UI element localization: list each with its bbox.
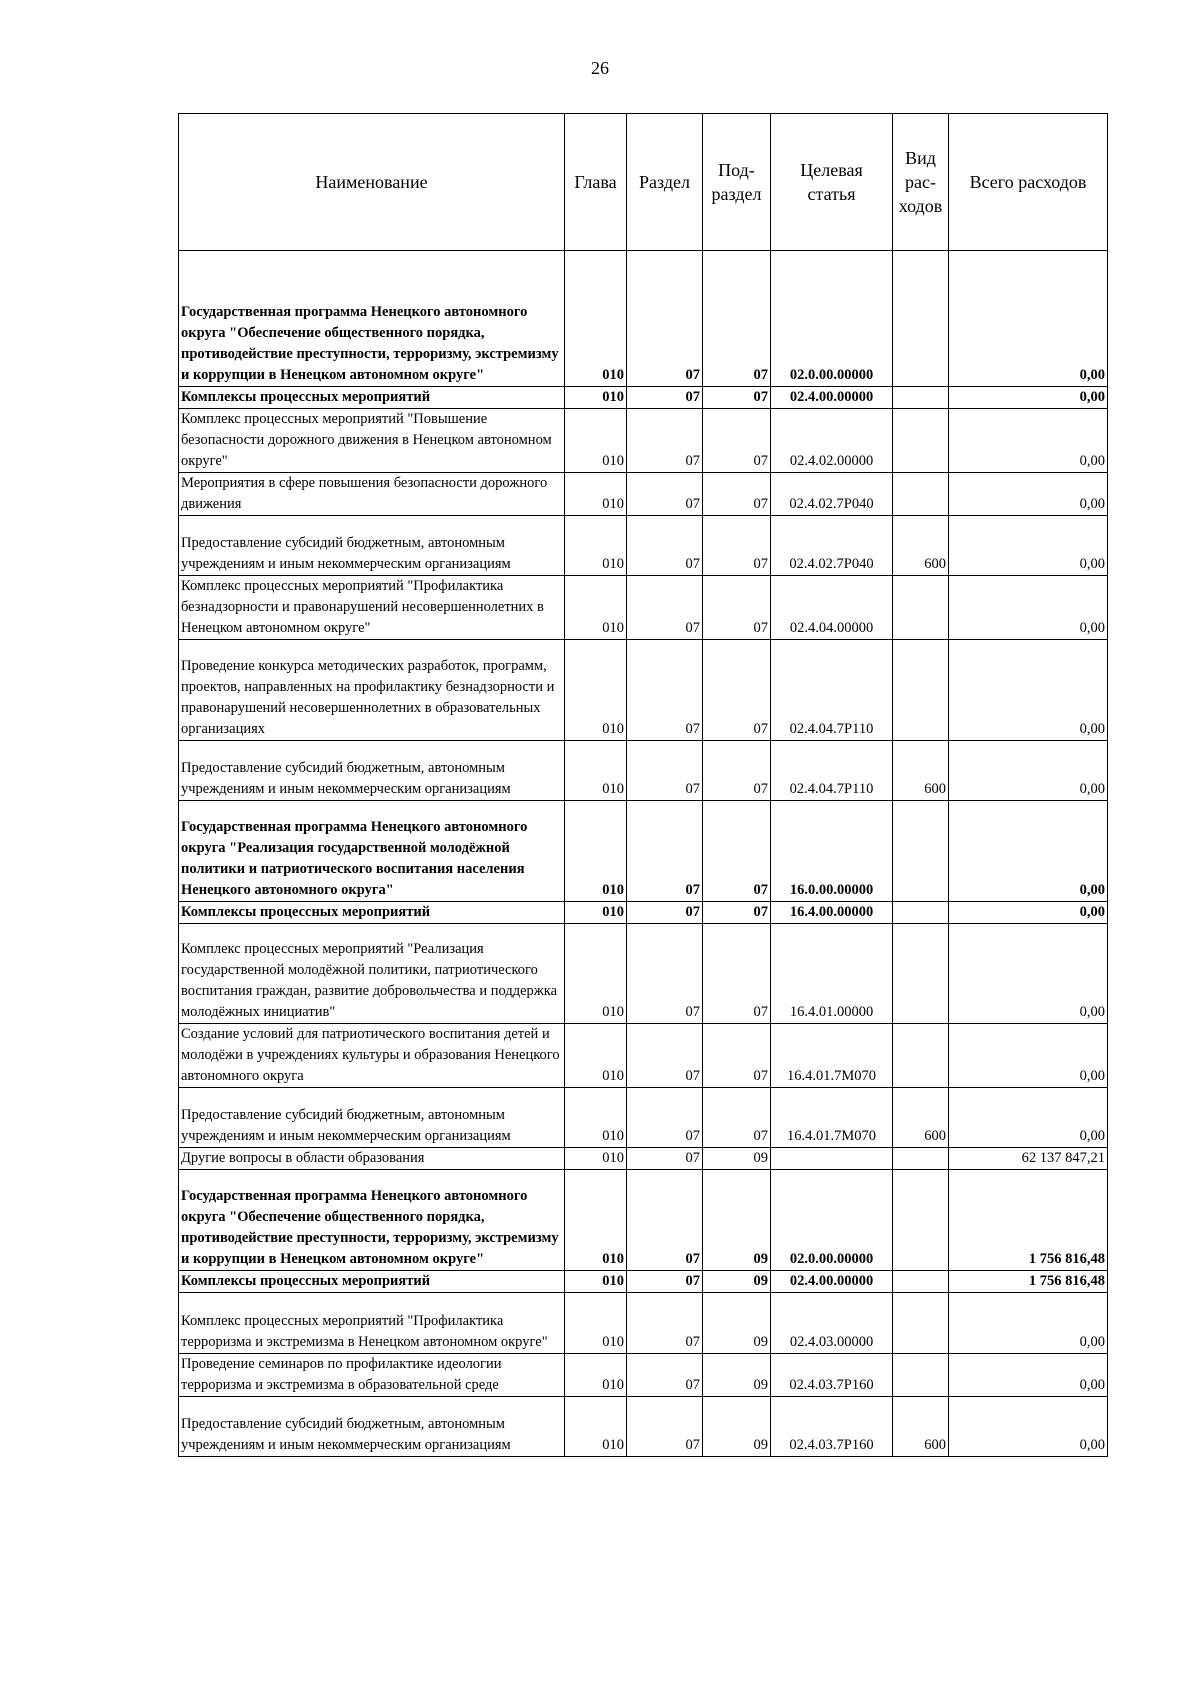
- table-cell-vid: [893, 576, 949, 640]
- table-cell-razdel: 07: [627, 801, 703, 902]
- table-cell-vid: 600: [893, 741, 949, 801]
- table-cell-name: Проведение семинаров по профилактике идеологии терроризма и экстремизма в образовательной среде: [179, 1354, 565, 1397]
- table-cell-vid: [893, 251, 949, 387]
- table-cell-vid: [893, 1024, 949, 1088]
- table-row: [179, 924, 1108, 1024]
- table-cell-podrazdel: 09: [703, 1397, 771, 1457]
- table-row: [179, 1354, 1108, 1397]
- table-row: [179, 576, 1108, 640]
- table-cell-name: Государственная программа Ненецкого автономного округа "Обеспечение общественного порядка, противодействие преступности, терроризму, экстремизму и коррупции в Ненецком автономном округе": [179, 251, 565, 387]
- table-cell-statya: 02.4.02.7Р040: [771, 516, 893, 576]
- table-cell-razdel: 07: [627, 1170, 703, 1271]
- table-cell-name: Государственная программа Ненецкого автономного округа "Реализация государственной молодёжной политики и патриотического воспитания населения Ненецкого автономного округа": [179, 801, 565, 902]
- table-cell-podrazdel: 09: [703, 1293, 771, 1354]
- table-row: [179, 473, 1108, 516]
- table-cell-total: 0,00: [949, 801, 1108, 902]
- table-cell-razdel: 07: [627, 473, 703, 516]
- table-cell-podrazdel: 07: [703, 387, 771, 409]
- table-row: [179, 1088, 1108, 1148]
- table-row: [179, 1397, 1108, 1457]
- table-cell-podrazdel: 07: [703, 640, 771, 741]
- table-cell-vid: [893, 1354, 949, 1397]
- table-cell-glava: 010: [565, 516, 627, 576]
- table-cell-statya: 16.4.01.7М070: [771, 1024, 893, 1088]
- table-cell-name: Проведение конкурса методических разработок, программ, проектов, направленных на профилактику безнадзорности и правонарушений несовершеннолетних в образовательных организациях: [179, 640, 565, 741]
- table-cell-razdel: 07: [627, 1088, 703, 1148]
- table-cell-statya: 16.4.00.00000: [771, 902, 893, 924]
- table-cell-vid: [893, 473, 949, 516]
- table-cell-vid: [893, 924, 949, 1024]
- table-cell-vid: [893, 1293, 949, 1354]
- table-cell-statya: 02.4.04.7Р110: [771, 741, 893, 801]
- table-cell-statya: [771, 1148, 893, 1170]
- table-cell-name: Другие вопросы в области образования: [179, 1148, 565, 1170]
- table-cell-total: 0,00: [949, 1354, 1108, 1397]
- table-cell-glava: 010: [565, 251, 627, 387]
- table-cell-name: Комплекс процессных мероприятий "Профилактика безнадзорности и правонарушений несовершеннолетних в Ненецком автономном округе": [179, 576, 565, 640]
- column-header-name: Наименование: [179, 114, 565, 251]
- table-cell-statya: 16.4.01.7М070: [771, 1088, 893, 1148]
- table-cell-total: 0,00: [949, 1397, 1108, 1457]
- table-row: [179, 741, 1108, 801]
- table-header-row: [179, 114, 1108, 251]
- table-cell-razdel: 07: [627, 409, 703, 473]
- table-cell-podrazdel: 07: [703, 1088, 771, 1148]
- table-cell-total: 0,00: [949, 902, 1108, 924]
- table-cell-razdel: 07: [627, 251, 703, 387]
- table-cell-vid: [893, 1170, 949, 1271]
- table-cell-podrazdel: 09: [703, 1271, 771, 1293]
- table-cell-name: Создание условий для патриотического воспитания детей и молодёжи в учреждениях культуры и образования Ненецкого автономного округа: [179, 1024, 565, 1088]
- table-cell-statya: 02.4.02.00000: [771, 409, 893, 473]
- table-cell-total: 0,00: [949, 387, 1108, 409]
- table-cell-name: Комплексы процессных мероприятий: [179, 1271, 565, 1293]
- table-cell-total: 62 137 847,21: [949, 1148, 1108, 1170]
- table-cell-name: Комплекс процессных мероприятий "Реализация государственной молодёжной политики, патриотического воспитания граждан, развитие добровольчества и поддержка молодёжных инициатив": [179, 924, 565, 1024]
- table-cell-podrazdel: 09: [703, 1170, 771, 1271]
- table-cell-razdel: 07: [627, 924, 703, 1024]
- table-row: [179, 1148, 1108, 1170]
- table-cell-vid: 600: [893, 1088, 949, 1148]
- table-cell-podrazdel: 07: [703, 902, 771, 924]
- table-cell-glava: 010: [565, 640, 627, 741]
- table-cell-statya: 16.0.00.00000: [771, 801, 893, 902]
- table-cell-name: Мероприятия в сфере повышения безопасности дорожного движения: [179, 473, 565, 516]
- table-cell-glava: 010: [565, 409, 627, 473]
- table-cell-total: 0,00: [949, 473, 1108, 516]
- table-cell-total: 0,00: [949, 516, 1108, 576]
- table-cell-total: 0,00: [949, 924, 1108, 1024]
- table-cell-total: 1 756 816,48: [949, 1271, 1108, 1293]
- table-cell-statya: 02.4.04.7Р110: [771, 640, 893, 741]
- column-header-statya: Целевая статья: [771, 114, 893, 251]
- table-row: [179, 902, 1108, 924]
- table-cell-name: Комплекс процессных мероприятий "Профилактика терроризма и экстремизма в Ненецком автономном округе": [179, 1293, 565, 1354]
- table-cell-total: 0,00: [949, 1293, 1108, 1354]
- budget-table: [178, 113, 1108, 1457]
- page-number: 26: [591, 58, 609, 78]
- table-cell-podrazdel: 07: [703, 576, 771, 640]
- table-cell-glava: 010: [565, 1293, 627, 1354]
- table-row: [179, 516, 1108, 576]
- table-cell-statya: 16.4.01.00000: [771, 924, 893, 1024]
- table-cell-podrazdel: 07: [703, 251, 771, 387]
- table-cell-name: Предоставление субсидий бюджетным, автономным учреждениям и иным некоммерческим организациям: [179, 1088, 565, 1148]
- table-row: [179, 1024, 1108, 1088]
- table-row: [179, 251, 1108, 387]
- column-header-total: Всего расходов: [949, 114, 1108, 251]
- table-row: [179, 387, 1108, 409]
- table-cell-glava: 010: [565, 1088, 627, 1148]
- table-cell-glava: 010: [565, 1354, 627, 1397]
- table-cell-razdel: 07: [627, 1354, 703, 1397]
- table-cell-vid: [893, 387, 949, 409]
- table-cell-podrazdel: 07: [703, 409, 771, 473]
- table-cell-razdel: 07: [627, 1024, 703, 1088]
- table-row: [179, 1293, 1108, 1354]
- table-cell-podrazdel: 07: [703, 1024, 771, 1088]
- table-cell-vid: 600: [893, 1397, 949, 1457]
- table-row: [179, 1271, 1108, 1293]
- table-cell-name: Комплексы процессных мероприятий: [179, 902, 565, 924]
- table-cell-razdel: 07: [627, 640, 703, 741]
- table-cell-razdel: 07: [627, 516, 703, 576]
- table-cell-podrazdel: 09: [703, 1354, 771, 1397]
- table-cell-total: 0,00: [949, 1088, 1108, 1148]
- table-cell-podrazdel: 07: [703, 924, 771, 1024]
- table-cell-razdel: 07: [627, 902, 703, 924]
- table-cell-vid: [893, 902, 949, 924]
- table-cell-podrazdel: 09: [703, 1148, 771, 1170]
- table-cell-statya: 02.4.02.7Р040: [771, 473, 893, 516]
- table-cell-glava: 010: [565, 902, 627, 924]
- table-body: [179, 251, 1108, 1457]
- table-cell-podrazdel: 07: [703, 473, 771, 516]
- table-cell-total: 0,00: [949, 1024, 1108, 1088]
- column-header-glava: Глава: [565, 114, 627, 251]
- table-cell-name: Комплекс процессных мероприятий "Повышение безопасности дорожного движения в Ненецком автономном округе": [179, 409, 565, 473]
- table-cell-vid: [893, 409, 949, 473]
- table-cell-vid: [893, 640, 949, 741]
- table-cell-razdel: 07: [627, 1148, 703, 1170]
- table-cell-razdel: 07: [627, 1293, 703, 1354]
- table-cell-podrazdel: 07: [703, 801, 771, 902]
- table-cell-vid: [893, 1271, 949, 1293]
- table-cell-glava: 010: [565, 801, 627, 902]
- table-cell-statya: 02.0.00.00000: [771, 251, 893, 387]
- table-cell-glava: 010: [565, 924, 627, 1024]
- table-cell-glava: 010: [565, 473, 627, 516]
- table-cell-statya: 02.4.00.00000: [771, 1271, 893, 1293]
- table-cell-vid: [893, 1148, 949, 1170]
- table-cell-vid: [893, 801, 949, 902]
- table-cell-glava: 010: [565, 1170, 627, 1271]
- table-cell-name: Предоставление субсидий бюджетным, автономным учреждениям и иным некоммерческим организациям: [179, 516, 565, 576]
- column-header-podrazdel: Под- раздел: [703, 114, 771, 251]
- table-cell-razdel: 07: [627, 576, 703, 640]
- table-cell-total: 0,00: [949, 576, 1108, 640]
- table-cell-razdel: 07: [627, 387, 703, 409]
- table-row: [179, 640, 1108, 741]
- table-cell-glava: 010: [565, 741, 627, 801]
- table-row: [179, 1170, 1108, 1271]
- table-cell-total: 0,00: [949, 251, 1108, 387]
- table-cell-name: Предоставление субсидий бюджетным, автономным учреждениям и иным некоммерческим организациям: [179, 1397, 565, 1457]
- table-cell-total: 1 756 816,48: [949, 1170, 1108, 1271]
- table-cell-name: Государственная программа Ненецкого автономного округа "Обеспечение общественного порядка, противодействие преступности, терроризму, экстремизму и коррупции в Ненецком автономном округе": [179, 1170, 565, 1271]
- table-cell-glava: 010: [565, 387, 627, 409]
- table-cell-statya: 02.4.00.00000: [771, 387, 893, 409]
- column-header-razdel: Раздел: [627, 114, 703, 251]
- table-cell-glava: 010: [565, 1148, 627, 1170]
- table-cell-total: 0,00: [949, 409, 1108, 473]
- table-cell-glava: 010: [565, 1271, 627, 1293]
- table-cell-vid: 600: [893, 516, 949, 576]
- table-cell-statya: 02.4.03.7Р160: [771, 1354, 893, 1397]
- table-cell-glava: 010: [565, 1024, 627, 1088]
- table-cell-total: 0,00: [949, 741, 1108, 801]
- table-cell-podrazdel: 07: [703, 741, 771, 801]
- table-cell-statya: 02.0.00.00000: [771, 1170, 893, 1271]
- table-cell-glava: 010: [565, 1397, 627, 1457]
- table-cell-statya: 02.4.04.00000: [771, 576, 893, 640]
- table-cell-podrazdel: 07: [703, 516, 771, 576]
- table-row: [179, 801, 1108, 902]
- table-cell-name: Комплексы процессных мероприятий: [179, 387, 565, 409]
- table-cell-razdel: 07: [627, 1397, 703, 1457]
- table-cell-name: Предоставление субсидий бюджетным, автономным учреждениям и иным некоммерческим организациям: [179, 741, 565, 801]
- table-cell-glava: 010: [565, 576, 627, 640]
- table-cell-statya: 02.4.03.00000: [771, 1293, 893, 1354]
- table-cell-statya: 02.4.03.7Р160: [771, 1397, 893, 1457]
- table-cell-total: 0,00: [949, 640, 1108, 741]
- table-cell-razdel: 07: [627, 741, 703, 801]
- table-cell-razdel: 07: [627, 1271, 703, 1293]
- column-header-vid: Вид рас- ходов: [893, 114, 949, 251]
- table-row: [179, 409, 1108, 473]
